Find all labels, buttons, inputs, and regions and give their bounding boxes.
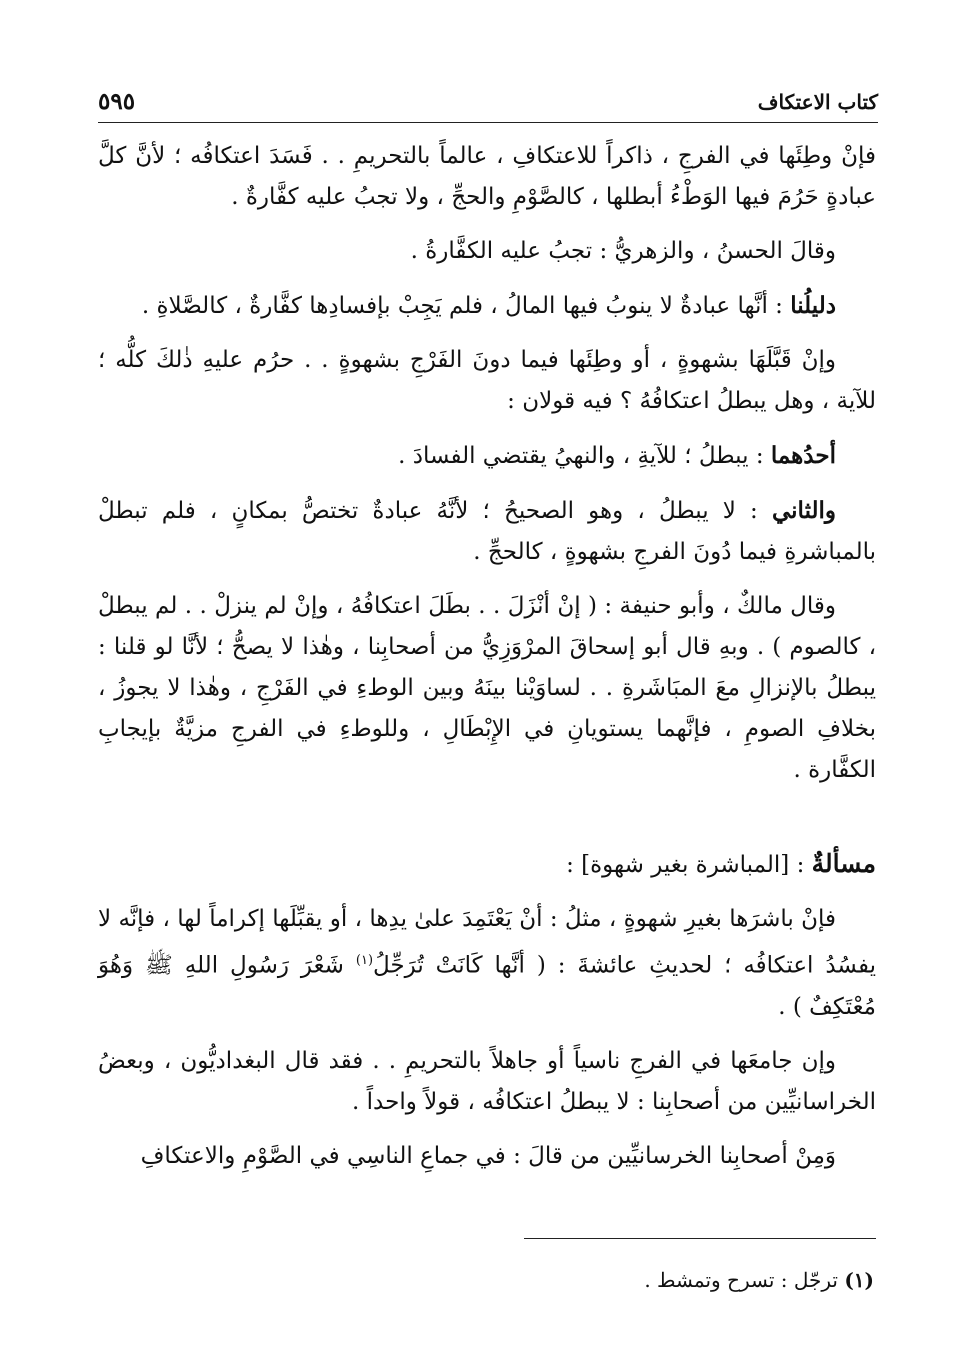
main-text <box>98 136 876 1190</box>
paragraph-text: : لا يبطلُ ، وهو الصحيحُ ؛ لأنَّهُ عبادةٌ تختصُّ بمكانٍ ، فلم تبطلْ بالمباشرةِ فيما دُونَ الفرجِ بشهوةٍ ، كالحجِّ . <box>98 498 876 565</box>
masala-section <box>98 843 876 1177</box>
footnote-divider <box>524 1238 876 1239</box>
paragraph-text: : يبطلُ ؛ للآيةِ ، والنهيُ يقتضي الفسادَ . <box>398 443 764 469</box>
paragraph-text: فإنْ باشرَها بغيرِ شهوةٍ ، مثلُ : أنْ يَعْتَمِدَ علىٰ يدِها ، أو يقبِّلَها إكراماً لها ، فإنَّه لا يفسُدُ اعتكافُه ؛ لحديثِ عائشةَ : ( أنَّها كَانَتْ تُرَجِّلُ <box>98 906 876 979</box>
paragraph <box>98 340 876 422</box>
page-header <box>98 88 878 123</box>
footnote-text: ترجّل : تسرح وتمشط . <box>644 1268 838 1292</box>
paragraph-heading: دليلُنا <box>790 292 836 319</box>
paragraph <box>98 490 876 573</box>
paragraph-text: وَمِنْ أصحابِنا الخرسانيِّين من قالَ : في جماعِ الناسِي في الصَّوْمِ والاعتكافِ <box>140 1142 836 1169</box>
footnote <box>98 1268 874 1292</box>
footnote-marker: (١) <box>355 953 374 968</box>
running-title: كتاب الاعتكاف <box>757 90 878 114</box>
footnote-number: (١) <box>844 1268 874 1292</box>
paragraph <box>98 231 876 272</box>
paragraph-text: وقالَ الحسنُ ، والزهريُّ : تجبُ عليه الكفَّارةُ . <box>410 238 836 264</box>
paragraph-text: شَعْرَ رَسُولِ اللهِ ﷺ وَهُوَ مُعْتَكِفٌ ) . <box>98 952 876 1020</box>
paragraph-text: وإن جامعَها في الفرجِ ناسياً أو جاهلاً بالتحريمِ . . فقد قال البغداديُّون ، وبعضُ الخراسانيِّين من أصحابِنا : لا يبطلُ اعتكافُه ، قولاً واحداً . <box>98 1047 876 1115</box>
paragraph-text: : أنَّها عبادةٌ لا ينوبُ فيها المالُ ، فلم يَجِبْ بإفسادِها كفَّارةٌ ، كالصَّلاةِ . <box>141 293 783 319</box>
paragraph-text: وإنْ قَبَّلَهَا بشهوةٍ ، أو وطِئَها فيما دونَ الفَرْجِ بشهوةٍ . . حرُم عليهِ ذٰلكَ كلُّه ؛ للآية ، وهل يبطلُ اعتكافُهُ ؟ فيه قولان : <box>98 347 876 414</box>
paragraph <box>98 1041 876 1123</box>
paragraph-heading: والثاني <box>771 497 837 524</box>
page-number: ٥٩٥ <box>98 88 136 115</box>
paragraph-text: فإنْ وطِئَها في الفرجِ ، ذاكراً للاعتكافِ ، عالماً بالتحريمِ . . فَسَدَ اعتكافُه ؛ لأنَّ كلَّ عبادةٍ حَرُمَ فيها الوَطْءُ أبطلها ، كالصَّوْمِ والحجِّ ، ولا تجبُ عليه كفَّارةٌ . <box>98 143 876 210</box>
section-heading <box>98 843 876 886</box>
paragraph-text: وقال مالكٌ ، وأبو حنيفة : ( إنْ أنْزَلَ . . بطَلَ اعتكافُهُ ، وإنْ لم ينزلْ . . لم يبطلْ ، كالصوم ) . وبهِ قال أبو إسحاقَ المرْوَزِيُّ من أصحابِنا ، وهٰذا لا يصحُّ ؛ لأنَّا لو قلنا : يبطلُ بالإنزالِ معَ المبَاشَرةِ . . لساوَيْنا بينَهُ وبين الوطءِ في الفَرْجِ ، وهٰذا لا يجوزُ ، بخلافِ الصومِ ، فإنَّهما يستويانِ في الإِبْطَالِ ، وللوطءِ في الفرجِ مزيَّةٌ بإيجابِ الكفَّارة . <box>98 593 876 783</box>
paragraph <box>98 285 876 327</box>
paragraph-heading: أحدُهما <box>770 442 836 469</box>
paragraph <box>98 899 876 1028</box>
paragraph <box>98 1136 876 1177</box>
masala-label: مسألةٌ <box>811 849 876 878</box>
paragraph <box>98 586 876 791</box>
paragraph <box>98 435 876 477</box>
paragraph <box>98 136 876 218</box>
section-title: : [المباشرة بغير شهوة] : <box>566 852 805 878</box>
